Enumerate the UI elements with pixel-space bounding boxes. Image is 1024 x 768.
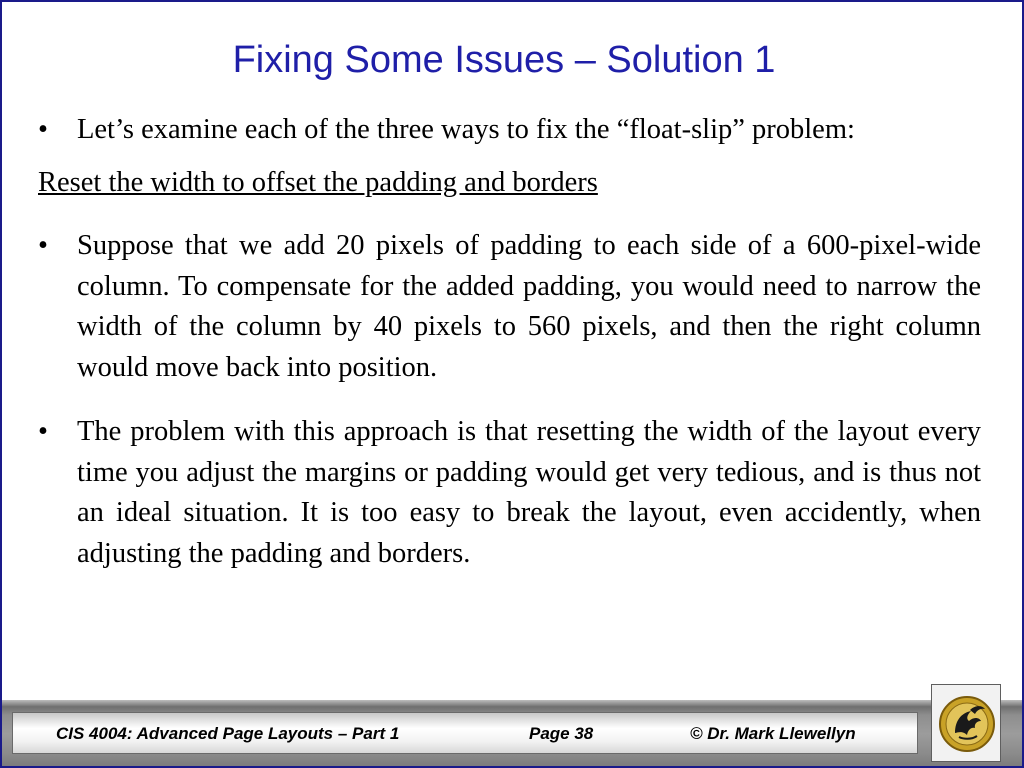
slide-title: Fixing Some Issues – Solution 1: [232, 39, 776, 81]
logo-frame: [931, 684, 1001, 762]
bullet-marker: •: [38, 114, 48, 145]
bullet-marker: •: [38, 416, 48, 447]
bullet-text: The problem with this approach is that resetting the width of the layout every time you adjust the margins or padding would get very tedious, and is thus not an ideal situation. It is too easy to break the layout, even accidently, when adjusting the padding and borders.: [77, 416, 981, 569]
ucf-pegasus-logo-icon: [937, 693, 997, 755]
bullet-item: [38, 412, 981, 574]
section-subheading: Reset the width to offset the padding and borders: [38, 166, 598, 198]
bullet-item: [38, 226, 981, 388]
slide-content: [38, 110, 981, 574]
footer-page-number: Page 38: [529, 724, 594, 743]
bullet-marker: •: [38, 230, 48, 261]
footer-author: © Dr. Mark Llewellyn: [690, 724, 856, 743]
bullet-item: [38, 110, 981, 151]
bullet-text: Let’s examine each of the three ways to fix the “float-slip” problem:: [77, 114, 855, 145]
bullet-text: Suppose that we add 20 pixels of padding to each side of a 600-pixel-wide column. To compensate for the added padding, you would need to narrow the width of the column by 40 pixels to 560 pixels, and then the right column would move back into position.: [77, 230, 981, 383]
footer-course: CIS 4004: Advanced Page Layouts – Part 1: [56, 724, 400, 743]
